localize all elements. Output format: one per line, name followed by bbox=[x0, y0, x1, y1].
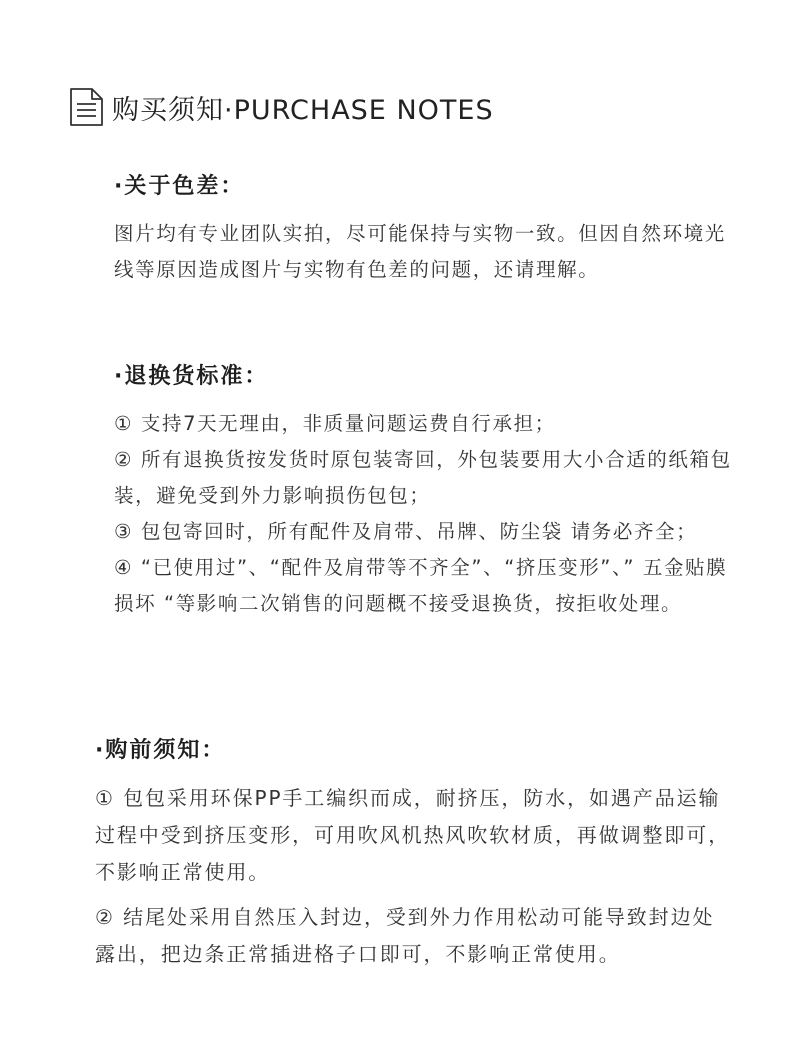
section-pre-purchase bbox=[95, 736, 735, 973]
notice-item: ② 结尾处采用自然压入封边，受到外力作用松动可能导致封边处露出，把边条正常插进格子口即可，不影响正常使用。 bbox=[95, 905, 715, 966]
section-title: ·购前须知： bbox=[95, 738, 226, 763]
notice-item: ① 包包采用环保PP手工编织而成，耐挤压，防水，如遇产品运输过程中受到挤压变形，可用吹风机热风吹软材质，再做调整即可，不影响正常使用。 bbox=[95, 786, 731, 884]
policy-item: ② 所有退换货按发货时原包装寄回，外包装要用大小合适的纸箱包装，避免受到外力影响损伤包包； bbox=[114, 448, 732, 507]
section-return-policy bbox=[114, 362, 734, 622]
document-icon bbox=[68, 86, 106, 128]
policy-item: ④ “已使用过”、“配件及肩带等不齐全”、“挤压变形”、” 五金贴膜损坏 “等影响二次销售的问题概不接受退换货，按拒收处理。 bbox=[114, 556, 728, 615]
policy-item: ③ 包包寄回时，所有配件及肩带、吊牌、防尘袋 请务必齐全； bbox=[114, 520, 698, 543]
section-paragraph: 图片均有专业团队实拍，尽可能保持与实物一致。但因自然环境光线等原因造成图片与实物有色差的问题，还请理解。 bbox=[114, 222, 726, 281]
policy-item: ① 支持7天无理由，非质量问题运费自行承担； bbox=[114, 412, 556, 435]
section-title: ·关于色差： bbox=[114, 174, 245, 199]
page-title: 购买须知·PURCHASE NOTES bbox=[112, 94, 494, 126]
section-title: ·退换货标准： bbox=[114, 364, 269, 389]
section-color-difference bbox=[114, 172, 734, 288]
header bbox=[68, 86, 494, 128]
